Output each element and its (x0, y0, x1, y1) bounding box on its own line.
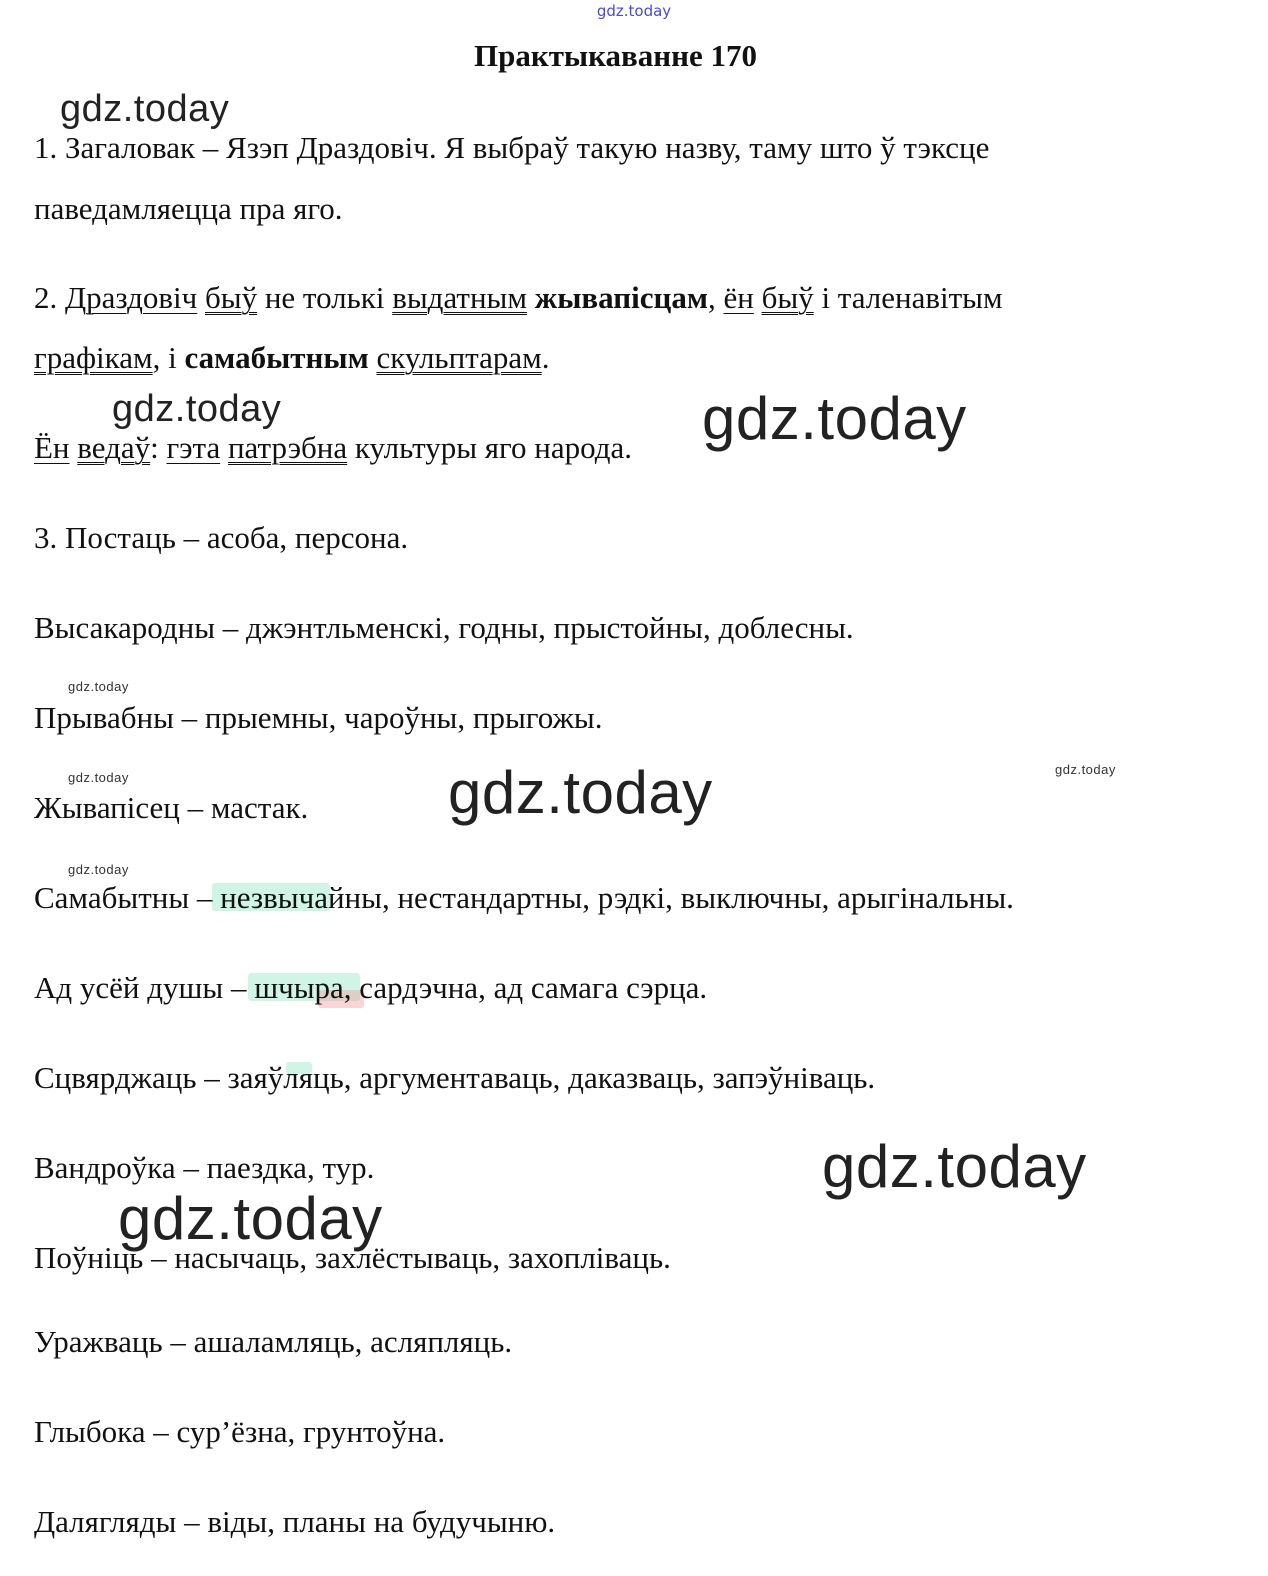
watermark: gdz.today (448, 759, 713, 826)
item3-line: 3. Постаць – асоба, персона. (34, 520, 409, 555)
text: . (541, 340, 550, 375)
bold-word: жывапісцам (534, 280, 708, 315)
watermark: gdz.today (118, 1185, 383, 1252)
predicate-word: графікам (34, 340, 153, 375)
predicate-word: ведаў (77, 430, 151, 465)
subject-word: Драздовіч (65, 280, 198, 315)
subject-word: Ён (34, 430, 70, 465)
text (754, 280, 762, 315)
item3-line: Самабытны – незвычайны, нестандартны, рэдкі, выключны, арыгінальны. (34, 880, 1014, 915)
watermark: gdz.today (60, 88, 230, 130)
text: культуры яго народа. (347, 430, 632, 465)
item3-line: Уражваць – ашаламляць, асляпляць. (34, 1324, 513, 1359)
watermark: gdz.today (112, 388, 282, 430)
text: 2. (34, 280, 65, 315)
item3-line: Сцвярджаць – заяўляць, аргументаваць, даказваць, запэўніваць. (34, 1060, 876, 1095)
watermark: gdz.today (68, 679, 129, 694)
item3-line: Прывабны – прыемны, чароўны, прыгожы. (34, 700, 603, 735)
item3-line: Глыбока – сур’ёзна, грунтоўна. (34, 1414, 446, 1449)
predicate-word: быў (761, 280, 814, 315)
watermark: gdz.today (68, 862, 129, 877)
page-title: Практыкаванне 170 (473, 38, 757, 73)
bold-word: самабытным (184, 340, 369, 375)
item3-line: Вандроўка – паездка, тур. (34, 1150, 375, 1185)
predicate-word: выдатным (392, 280, 527, 315)
item2-line1 (34, 282, 1003, 313)
text (527, 280, 535, 315)
text: не толькі (257, 280, 393, 315)
top-watermark: gdz.today (596, 2, 672, 20)
watermark: gdz.today (68, 770, 129, 785)
item3-line: Поўніць – насычаць, захлёстываць, захопліваць. (34, 1240, 671, 1275)
item1-line2: паведамляецца пра яго. (34, 191, 343, 226)
text: і таленавітым (813, 280, 1003, 315)
text (197, 280, 205, 315)
subject-word: гэта (166, 430, 221, 465)
watermark: gdz.today (702, 385, 967, 452)
item3-line: Ад усёй душы – шчыра, сардэчна, ад самага сэрца. (34, 970, 708, 1005)
predicate-word: патрэбна (227, 430, 348, 465)
item3-line: Жывапісец – мастак. (34, 790, 309, 825)
item3-line: Высакародны – джэнтльменскі, годны, прыстойны, доблесны. (34, 610, 854, 645)
item1-line1: 1. Загаловак – Язэп Драздовіч. Я выбраў такую назву, таму што ў тэксце (34, 130, 990, 165)
predicate-word: скульптарам (376, 340, 542, 375)
item3-line: Далягляды – віды, планы на будучыню. (34, 1504, 556, 1539)
text: , (707, 280, 724, 315)
item2-line3 (34, 432, 632, 463)
subject-word: ён (723, 280, 754, 315)
item2-line2 (34, 342, 549, 373)
text: : (150, 430, 167, 465)
text: , і (152, 340, 185, 375)
watermark: gdz.today (1055, 762, 1116, 777)
predicate-word: быў (204, 280, 258, 315)
watermark: gdz.today (822, 1133, 1087, 1200)
text (220, 430, 228, 465)
